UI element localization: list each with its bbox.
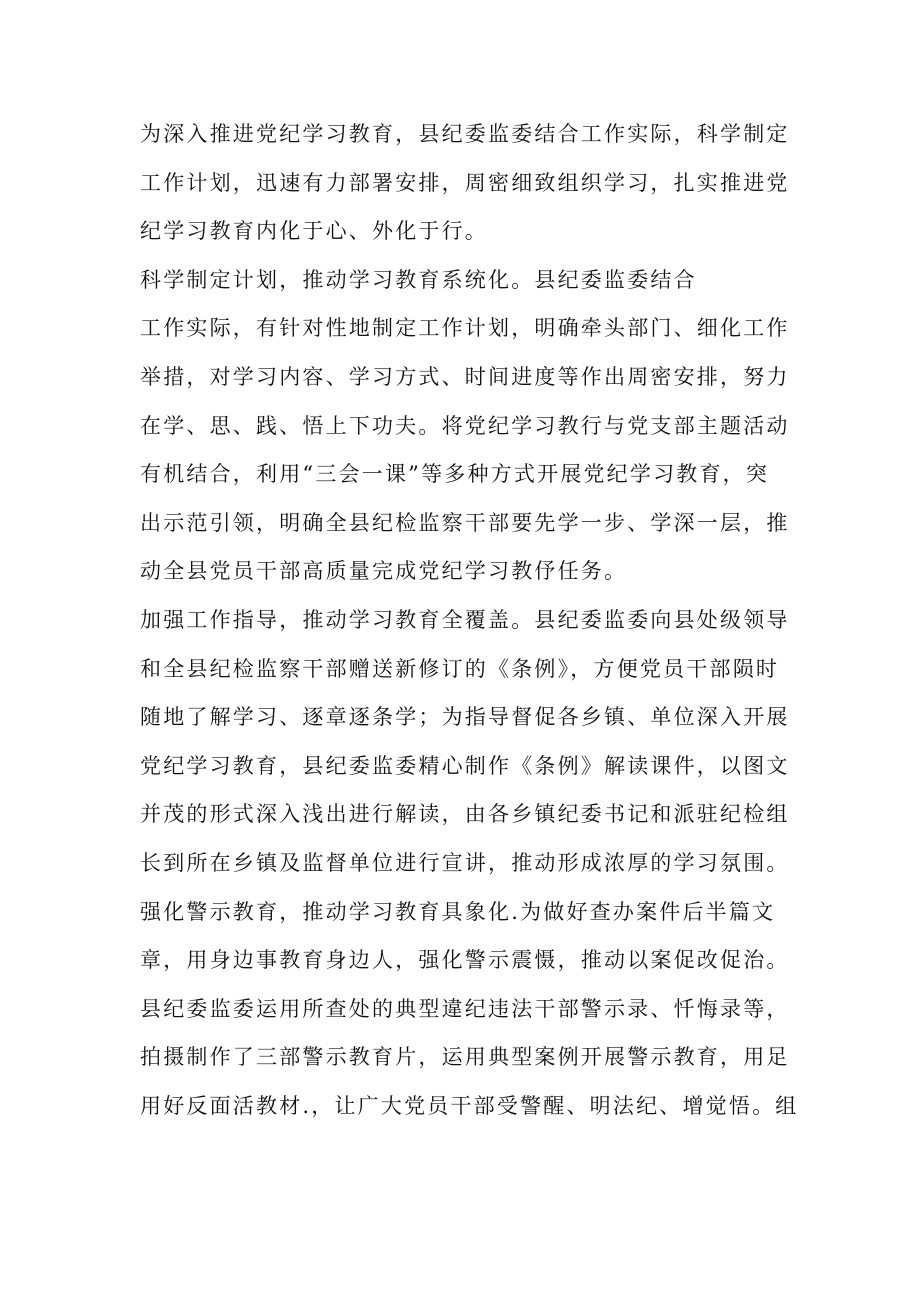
text-line: 纪学习教育内化于心、外化于行。 (140, 219, 488, 244)
text-line: 工作实际，有针对性地制定工作计划，明确牵头部门、细化工作 (140, 316, 790, 341)
text-line: 有机结合，利用“三会一课”等多种方式开展党纪学习教育，突 (140, 462, 770, 487)
section-heading-line: 科学制定计划，推动学习教育系统化。县纪委监委结合 (140, 267, 697, 292)
document-body (140, 110, 799, 1130)
section-heading-line: 加强工作指导，推动学习教育全覆盖。县纪委监委向县处级领导 (140, 607, 790, 632)
text-line: 随地了解学习、逐章逐条学；为指导督促各乡镇、单位深入开展 (140, 705, 790, 730)
text-line: 在学、思、践、悟上下功夫。将党纪学习教行与党支部主题活动 (140, 413, 790, 438)
text-line: 章，用身边事教育身边人，强化警示震慑，推动以案促改促治。 (140, 948, 790, 973)
text-line: 拍摄制作了三部警示教育片，运用典型案例开展警示教育，用足 (140, 1045, 790, 1070)
text-line: 工作计划，迅速有力部署安排，周密细致组织学习，扎实推进党 (140, 170, 790, 195)
text-line: 举措，对学习内容、学习方式、时间进度等作出周密安排，努力 (140, 364, 790, 389)
text-line: 并茂的形式深入浅出进行解读，由各乡镇纪委书记和派驻纪检组 (140, 802, 790, 827)
text-line: 动全县党员干部高质量完成党纪学习教伃任务。 (140, 559, 628, 584)
text-line: 县纪委监委运用所查处的典型違纪违法干部警示录、忏悔录等， (140, 996, 790, 1021)
text-line: 长到所在乡镇及监督单位进行宣讲，推动形成浓厚的学习氛围。 (140, 850, 790, 875)
section-heading-line: 强化警示教育，推动学习教育具象化.为做好查办案件后半篇文 (140, 899, 776, 924)
text-line: 和全县纪检监察干部赠送新修订的《条例》，方便党员干部陨时 (140, 656, 780, 681)
text-line: 党纪学习教育，县纪委监委精心制作《条例》解读课件，以图文 (140, 753, 790, 778)
text-line: 出示范引领，明确全县纪检监察干部要先学一步、学深一层，推 (140, 510, 790, 535)
text-line: 用好反面活教材.，让广大党员干部受警醒、明法纪、增觉悟。组 (140, 1093, 799, 1118)
text-line: 为深入推进党纪学习教育，县纪委监委结合工作实际，科学制定 (140, 122, 790, 146)
